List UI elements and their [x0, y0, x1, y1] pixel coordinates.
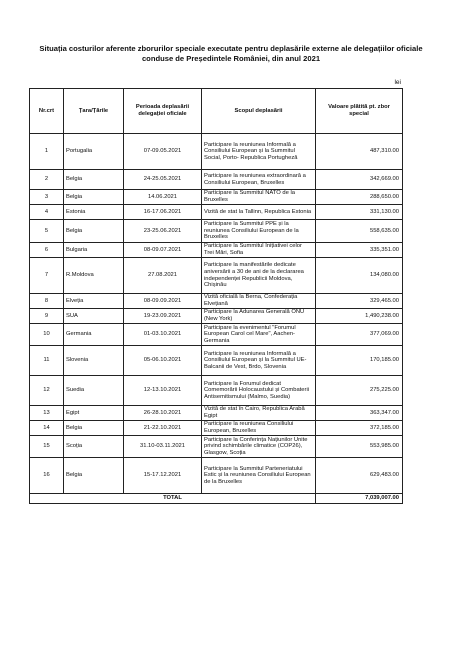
- row-country: Belgia: [64, 170, 124, 190]
- row-country: Egipt: [64, 406, 124, 421]
- table-row: [30, 294, 403, 309]
- table-row: [30, 421, 403, 436]
- row-purpose: Vizită de stat în Cairo, Republica Arabă Egipt: [202, 406, 316, 421]
- row-number: 8: [30, 294, 64, 309]
- total-value: 7,039,007.00: [316, 494, 403, 504]
- row-value: 372,185.00: [316, 421, 403, 436]
- table-row: [30, 220, 403, 243]
- table-row: [30, 134, 403, 170]
- table-row: [30, 258, 403, 294]
- row-country: Suedia: [64, 376, 124, 406]
- row-value: 288,650.00: [316, 190, 403, 205]
- row-value: 363,347.00: [316, 406, 403, 421]
- table-header-row: [30, 89, 403, 134]
- row-purpose: Participare la evenimentul "Forumul European Carol cel Mare", Aachen- Germania: [202, 324, 316, 346]
- row-period: 08-09.09.2021: [124, 294, 202, 309]
- row-country: Belgia: [64, 458, 124, 494]
- table-row: [30, 346, 403, 376]
- currency-unit: lei: [394, 79, 401, 86]
- row-period: 26-28.10.2021: [124, 406, 202, 421]
- row-country: Belgia: [64, 190, 124, 205]
- row-purpose: Participare la Adunarea Generală ONU (New York): [202, 309, 316, 324]
- row-period: 08-09.07.2021: [124, 243, 202, 258]
- table-row: [30, 376, 403, 406]
- row-number: 2: [30, 170, 64, 190]
- row-value: 342,669.00: [316, 170, 403, 190]
- row-purpose: Participare la Summitul NATO de la Bruxelles: [202, 190, 316, 205]
- row-period: 23-25.06.2021: [124, 220, 202, 243]
- row-country: Estonia: [64, 205, 124, 220]
- row-period: 16-17.06.2021: [124, 205, 202, 220]
- row-country: SUA: [64, 309, 124, 324]
- table-row: [30, 243, 403, 258]
- row-number: 16: [30, 458, 64, 494]
- row-purpose: Vizită de stat la Tallinn, Republica Estonia: [202, 205, 316, 220]
- row-period: 15-17.12.2021: [124, 458, 202, 494]
- row-purpose: Participare la Forumul dedicat Comemorării Holocaustului și Combaterii Antisemitismului (Malmo, Suedia): [202, 376, 316, 406]
- row-number: 1: [30, 134, 64, 170]
- table-row: [30, 190, 403, 205]
- row-period: 12-13.10.2021: [124, 376, 202, 406]
- row-purpose: Participare la Summitul Parteneriatului Estic și la reuniunea Consiliului European de la Bruxelles: [202, 458, 316, 494]
- row-purpose: Participare la reuniunea Consiliului European, Bruxelles: [202, 421, 316, 436]
- table-row: [30, 406, 403, 421]
- header-value: Valoare plătită pt. zbor special: [316, 89, 403, 134]
- row-number: 14: [30, 421, 64, 436]
- row-purpose: Participare la manifestările dedicate aniversării a 30 de ani de la declararea independenței Republicii Moldova, Chișinău: [202, 258, 316, 294]
- row-value: 1,490,238.00: [316, 309, 403, 324]
- row-number: 10: [30, 324, 64, 346]
- row-value: 329,465.00: [316, 294, 403, 309]
- row-country: Belgia: [64, 421, 124, 436]
- row-value: 170,185.00: [316, 346, 403, 376]
- row-country: Bulgaria: [64, 243, 124, 258]
- table-row: [30, 458, 403, 494]
- total-label: TOTAL: [30, 494, 316, 504]
- row-period: 01-03.10.2021: [124, 324, 202, 346]
- row-number: 9: [30, 309, 64, 324]
- row-value: 335,351.00: [316, 243, 403, 258]
- row-period: 19-23.09.2021: [124, 309, 202, 324]
- row-value: 331,130.00: [316, 205, 403, 220]
- row-period: 27.08.2021: [124, 258, 202, 294]
- row-number: 3: [30, 190, 64, 205]
- row-purpose: Participare la Conferința Națiunilor Unite privind schimbările climatice (COP26), Glasgow, Scoția: [202, 436, 316, 458]
- row-country: Elveția: [64, 294, 124, 309]
- row-period: 14.06.2021: [124, 190, 202, 205]
- row-number: 6: [30, 243, 64, 258]
- row-purpose: Participare la reuniunea Informală a Consiliului European și la Summitul Social, Porto- Republica Portugheză: [202, 134, 316, 170]
- row-number: 15: [30, 436, 64, 458]
- row-country: R.Moldova: [64, 258, 124, 294]
- header-period: Perioada deplasării delegației oficiale: [124, 89, 202, 134]
- row-country: Portugalia: [64, 134, 124, 170]
- document-title: Situația costurilor aferente zborurilor speciale executate pentru deplasările externe ale delegațiilor oficiale conduse de Președintele României, din anul 2021: [39, 44, 423, 63]
- row-purpose: Participare la reuniunea extraordinară a Consiliului European, Bruxelles: [202, 170, 316, 190]
- costs-table: [29, 88, 403, 504]
- total-row: [30, 494, 403, 504]
- row-value: 487,310.00: [316, 134, 403, 170]
- table-row: [30, 205, 403, 220]
- table-row: [30, 170, 403, 190]
- row-number: 13: [30, 406, 64, 421]
- row-purpose: Participare la Summitul PPE și la reuniunea Consiliului European de la Bruxelles: [202, 220, 316, 243]
- table-row: [30, 436, 403, 458]
- table-row: [30, 324, 403, 346]
- row-country: Slovenia: [64, 346, 124, 376]
- row-period: 21-22.10.2021: [124, 421, 202, 436]
- row-country: Scoția: [64, 436, 124, 458]
- row-purpose: Vizită oficială la Berna, Confederația Elvețiană: [202, 294, 316, 309]
- row-value: 134,080.00: [316, 258, 403, 294]
- row-purpose: Participare la Summitul Inițiativei celor Trei Mări, Sofia: [202, 243, 316, 258]
- row-value: 275,225.00: [316, 376, 403, 406]
- row-value: 629,483.00: [316, 458, 403, 494]
- row-value: 553,985.00: [316, 436, 403, 458]
- row-period: 07-09.05.2021: [124, 134, 202, 170]
- row-country: Belgia: [64, 220, 124, 243]
- row-value: 558,635.00: [316, 220, 403, 243]
- row-period: 05-06.10.2021: [124, 346, 202, 376]
- row-number: 5: [30, 220, 64, 243]
- header-country: Țara/Țările: [64, 89, 124, 134]
- header-purpose: Scopul deplasării: [202, 89, 316, 134]
- row-number: 12: [30, 376, 64, 406]
- row-number: 7: [30, 258, 64, 294]
- row-purpose: Participare la reuniunea Informală a Consiliului European și la Summitul UE-Balcanii de Vest, Brdo, Slovenia: [202, 346, 316, 376]
- row-period: 24-25.05.2021: [124, 170, 202, 190]
- row-value: 377,069.00: [316, 324, 403, 346]
- header-nr: Nr.crt: [30, 89, 64, 134]
- table-row: [30, 309, 403, 324]
- row-number: 4: [30, 205, 64, 220]
- row-number: 11: [30, 346, 64, 376]
- row-country: Germania: [64, 324, 124, 346]
- row-period: 31.10-03.11.2021: [124, 436, 202, 458]
